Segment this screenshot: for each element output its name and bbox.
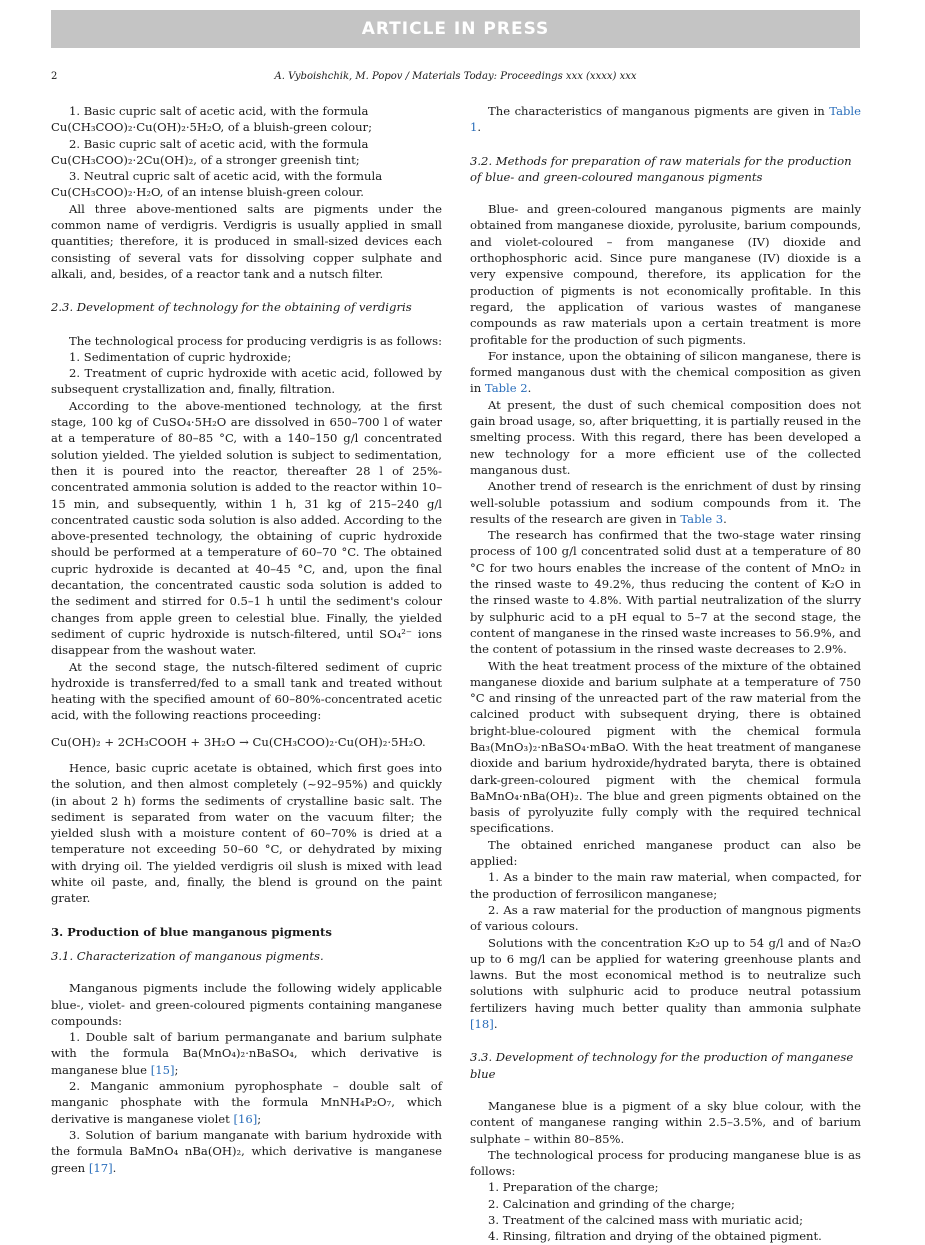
paragraph: Manganese blue is a pigment of a sky blue colour, with the content of manganese ranging within 2.5–3.5%, and of barium sulphate – within 80–85%. [470, 1098, 861, 1146]
reference-link-15[interactable]: [15] [150, 1062, 175, 1077]
paragraph: The technological process for producing manganese blue is as follows: [470, 1147, 861, 1179]
section-heading-2-3: 2.3. Development of technology for the obtaining of verdigris [51, 300, 412, 315]
paragraph: The technological process for producing verdigris is as follows: [69, 333, 443, 348]
section-heading-3: 3. Production of blue manganous pigments [51, 924, 332, 939]
reaction-equation: Cu(OH)₂ + 2CH₃COOH + 3H₂O → Cu(CH₃COO)₂·Cu(OH)₂·5H₂O. [51, 734, 426, 749]
item-text: 1. Double salt of barium permanganate and barium sulphate with the formula Ba(MnO₄)₂·nBaSO₄, which derivative is manganese blue [51, 1030, 442, 1077]
paragraph [470, 935, 861, 1033]
left-column [51, 103, 442, 1176]
list-item: 4. Rinsing, filtration and drying of the obtained pigment. [488, 1229, 822, 1244]
journal-citation: A. Vyboishchik, M. Popov / Materials Today: Proceedings xxx (xxxx) xxx [274, 71, 637, 82]
paragraph [470, 478, 861, 527]
list-item [51, 1029, 442, 1078]
list-item: 1. As a binder to the main raw material, when compacted, for the production of ferrosilicon manganese; [470, 870, 861, 901]
item-text: 2. Manganic ammonium pyrophosphate – double salt of manganic phosphate with the formula MnNH₄P₂O₇, which derivative is manganese violet [51, 1079, 442, 1126]
reference-link-16[interactable]: [16] [233, 1111, 258, 1126]
paragraph: According to the above-mentioned technology, at the first stage, 100 kg of CuSO₄·5H₂O are dissolved in 650–700 l of water at a temperature of 80–85 °C, with a 140–150 g/l concentrated solution yielded. The yielded solution is subject to sedimentation, then it is poured into the reactor, thereafter 28 l of 25%-concentrated ammonia solution is added to the reactor within 10–15 min, and subsequently, within 1 h, 31 kg of 215–240 g/l concentrated caustic soda solution is also added. According to the above-presented technology, the obtaining of cupric hydroxide should be performed at a temperature of 60–70 °C. The obtained cupric hydroxide is decanted at 40–45 °C, and, upon the final decantation, the concentrated caustic soda solution is added to the sediment and stirred for 0.5–1 h until the sediment's colour changes from apple green to celestial blue. Finally, the yielded sediment of cupric hydroxide is nutsch-filtered, until SO₄²⁻ ions disappear from the washout water. [51, 398, 442, 658]
section-heading-3-3: 3.3. Development of technology for the production of manganese blue [470, 1050, 854, 1081]
list-item: 2. Treatment of cupric hydroxide with acetic acid, followed by subsequent crystallization and, finally, filtration. [51, 366, 442, 397]
paragraph [470, 103, 861, 136]
section-heading-3-1: 3.1. Characterization of manganous pigments. [51, 948, 324, 963]
list-item [51, 1078, 442, 1127]
paragraph: The obtained enriched manganese product can also be applied: [470, 837, 861, 869]
paragraph: Blue- and green-coloured manganous pigments are mainly obtained from manganese dioxide, pyrolusite, barium compounds, and violet-coloured – from manganese (IV) dioxide and orthophosphoric acid. Since pure manganese (IV) dioxide is a very expensive compound, therefore, its application for the production of pigments is not economically profitable. In this regard, the application of various wastes of manganese compounds as raw materials upon a certain treatment is more profitable for the production of such pigments. [470, 202, 861, 347]
article-in-press-banner: ARTICLE IN PRESS [51, 10, 860, 48]
para-end: . [493, 1017, 498, 1032]
para-text: Solutions with the concentration K₂O up to 54 g/l and of Na₂O up to 6 mg/l can be applied for watering greenhouse plants and lawns. But the most economical method is to neutralize such solutions with sulphuric acid to produce neutral potassium fertilizers having much better quality than ammonia sulphate [470, 935, 861, 1015]
formula-line: Cu(CH₃COO)₂·2Cu(OH)₂, of a stronger greenish tint; [51, 152, 360, 167]
item-text: 3. Solution of barium manganate with barium hydroxide with the formula BaMnO₄ nBa(OH)₂, which derivative is manganese green [51, 1127, 442, 1175]
section-heading-3-2: 3.2. Methods for preparation of raw materials for the production of blue- and green-coloured manganous pigments [470, 153, 852, 184]
para-end: . [527, 381, 532, 396]
paragraph: At the second stage, the nutsch-filtered sediment of cupric hydroxide is transferred/fed to a small tank and treated without heating with the specified amount of 60–80%-concentrated acetic acid, with the following reactions proceeding: [51, 659, 442, 723]
table-3-link[interactable]: Table 3 [680, 511, 724, 526]
table-2-link[interactable]: Table 2 [484, 381, 528, 396]
para-text: For instance, upon the obtaining of silicon manganese, there is formed manganous dust with the chemical composition as given in [470, 348, 861, 396]
list-item: 1. Sedimentation of cupric hydroxide; [69, 349, 292, 364]
item-end: ; [257, 1111, 262, 1126]
page-number: 2 [51, 71, 58, 82]
formula-line: Cu(CH₃COO)₂·H₂O, of an intense bluish-green colour. [51, 185, 364, 200]
para-end: . [477, 120, 482, 135]
paragraph: With the heat treatment process of the mixture of the obtained manganese dioxide and barium sulphate at a temperature of 750 °C and rinsing of the unreacted part of the raw material from the calcined product with subsequent drying, there is obtained bright-blue-coloured pigment with the chemical formula Ba₃(MnO₃)₂·nBaSO₄·mBaO. With the heat treatment of manganese dioxide and barium hydroxide/hydrated baryta, there is obtained dark-green-coloured pigment with the chemical formula BaMnO₄·nBa(OH)₂. The blue and green pigments obtained on the basis of pyrolyuzite fully comply with the required technical specifications. [470, 658, 861, 836]
list-item [51, 1127, 442, 1176]
list-item: 2. Calcination and grinding of the charge; [488, 1196, 735, 1211]
list-item: 1. Preparation of the charge; [488, 1180, 659, 1195]
para-end: . [723, 511, 727, 526]
list-item: 3. Treatment of the calcined mass with muriatic acid; [488, 1213, 804, 1227]
paragraph: At present, the dust of such chemical composition does not gain broad usage, so, after briquetting, it is partially reused in the smelting process. With this regard, there has been developed a new technology for a more efficient use of the collected manganous dust. [470, 397, 861, 477]
paragraph: All three above-mentioned salts are pigments under the common name of verdigris. Verdigris is usually applied in small quantities; therefore, it is produced in small-sized devices each consisting of several vats for dissolving copper sulphate and alkali, and, besides, of a reactor tank and a nutsch filter. [51, 201, 442, 281]
list-item: 1. Basic cupric salt of acetic acid, with the formula [69, 104, 369, 118]
running-header [51, 71, 860, 87]
right-column [470, 103, 861, 1245]
item-end: ; [174, 1062, 179, 1077]
list-item: 2. As a raw material for the production of mangnous pigments of various colours. [470, 902, 861, 934]
paragraph: Manganous pigments include the following widely applicable blue-, violet- and green-coloured pigments containing manganese compounds: [51, 981, 442, 1028]
paragraph: The research has confirmed that the two-stage water rinsing process of 100 g/l concentrated solid dust at a temperature of 80 °C for two hours enables the increase of the content of MnO₂ in the rinsed waste to 49.2%, thus reducing the content of K₂O in the rinsed waste to 4.8%. With partial neutralization of the slurry by sulphuric acid to a pH equal to 5–7 at the second stage, the content of manganese in the rinsed waste increases to 56.9%, and the content of potassium in the rinsed waste decreases to 2.9%. [470, 528, 861, 657]
reference-link-17[interactable]: [17] [88, 1160, 113, 1175]
item-end: . [112, 1160, 117, 1175]
paragraph [470, 348, 861, 397]
table-1-link[interactable]: Table 1 [470, 104, 861, 135]
list-item: 3. Neutral cupric salt of acetic acid, with the formula [69, 169, 383, 184]
reference-link-18[interactable]: [18] [470, 1017, 494, 1032]
list-item: 2. Basic cupric salt of acetic acid, with the formula [69, 136, 369, 151]
paragraph: Hence, basic cupric acetate is obtained, which first goes into the solution, and then almost completely (~92–95%) and quickly (in about 2 h) forms the sediments of crystalline basic salt. The sediment is separated from water on the vacuum filter; the yielded slush with a moisture content of 60–70% is dried at a temperature not exceeding 50–60 °C, or dehydrated by mixing with drying oil. The yielded verdigris oil slush is mixed with lead white oil paste, and, finally, the blend is ground on the paint grater. [51, 760, 442, 906]
formula-line: Cu(CH₃COO)₂·Cu(OH)₂·5H₂O, of a bluish-green colour; [51, 120, 372, 135]
para-text: Another trend of research is the enrichment of dust by rinsing well-soluble potassium and sodium compounds from it. The results of the research are given in [470, 479, 861, 526]
para-text: The characteristics of manganous pigments are given in [488, 104, 830, 118]
